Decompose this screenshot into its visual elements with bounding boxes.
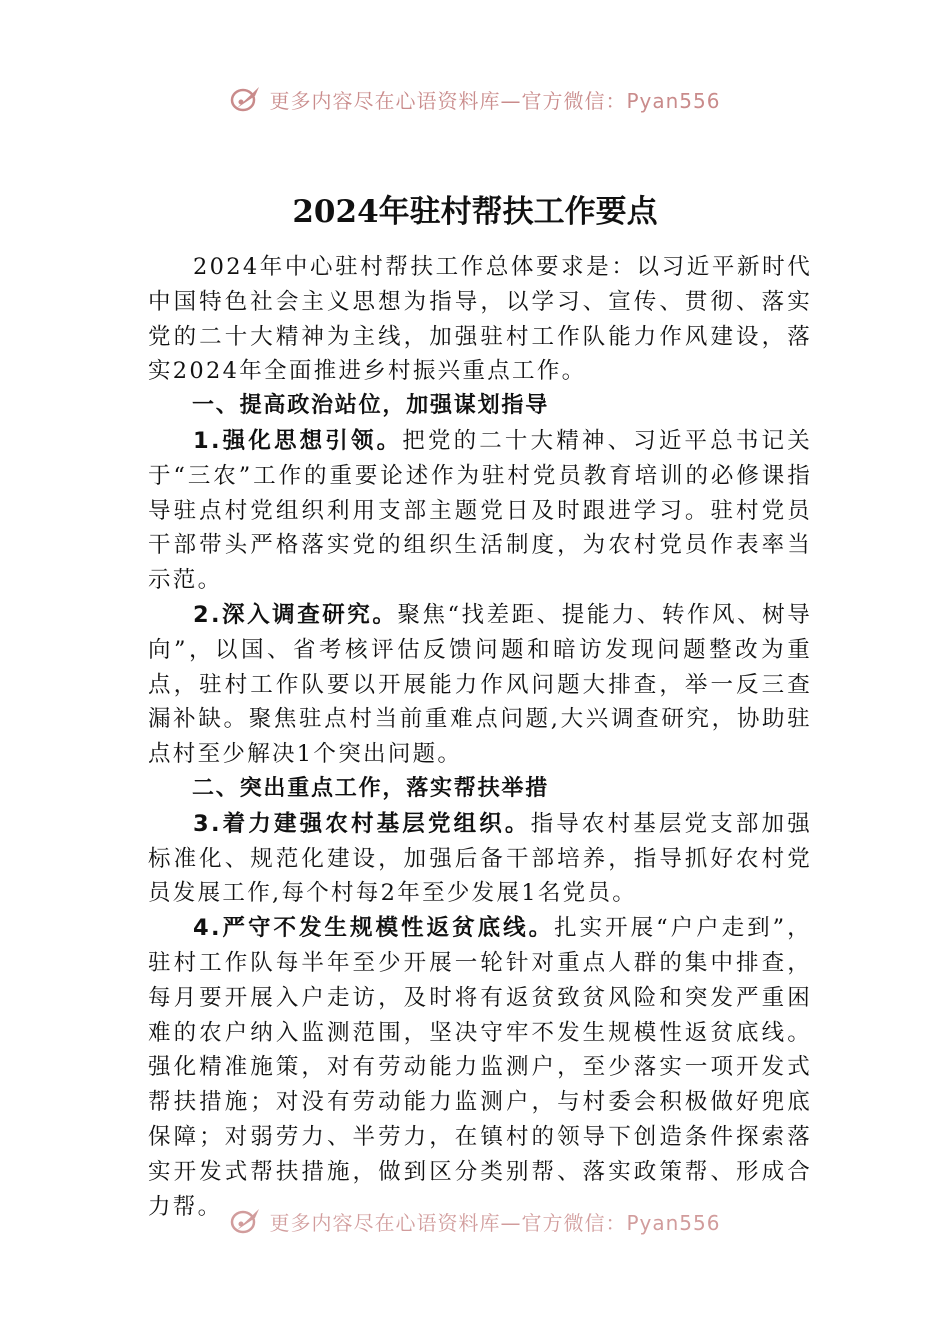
item-2-lead: 2.深入调查研究。 xyxy=(193,601,398,628)
item-4-paragraph xyxy=(148,911,812,1224)
watermark-header xyxy=(0,84,950,114)
document-title: 2024年驻村帮扶工作要点 xyxy=(292,194,658,230)
pen-quill-logo-icon xyxy=(229,84,263,114)
pen-quill-logo-icon xyxy=(229,1206,263,1236)
item-3-lead: 3.着力建强农村基层党组织。 xyxy=(193,810,531,837)
item-1-paragraph xyxy=(148,424,812,598)
item-2-body: 聚焦“找差距、提能力、转作风、树导向”，以国、省考核评估反馈问题和暗访发现问题整改为重点，驻村工作队要以开展能力作风问题大排查，举一反三查漏补缺。聚焦驻点村当前重难点问题,大兴调查研究，协助驻点村至少解决1个突出问题。 xyxy=(148,601,812,768)
item-1-body: 把党的二十大精神、习近平总书记关于“三农”工作的重要论述作为驻村党员教育培训的必修课指导驻点村党组织利用支部主题党日及时跟进学习。驻村党员干部带头严格落实党的组织生活制度，为农村党员作表率当示范。 xyxy=(148,427,812,594)
watermark-text: 更多内容尽在心语资料库—官方微信：Pyan556 xyxy=(269,88,721,113)
item-3-body: 指导农村基层党支部加强标准化、规范化建设，加强后备干部培养，指导抓好农村党员发展工作,每个村每2年至少发展1名党员。 xyxy=(148,810,812,907)
watermark-text: 更多内容尽在心语资料库—官方微信：Pyan556 xyxy=(269,1210,721,1235)
item-4-body: 扎实开展“户户走到”，驻村工作队每半年至少开展一轮针对重点人群的集中排查，每月要开展入户走访，及时将有返贫致贫风险和突发严重困难的农户纳入监测范围，坚决守牢不发生规模性返贫底线。强化精准施策，对有劳动能力监测户，至少落实一项开发式帮扶措施；对没有劳动能力监测户，与村委会积极做好兜底保障；对弱劳力、半劳力，在镇村的领导下创造条件探索落实开发式帮扶措施，做到区分类别帮、落实政策帮、形成合力帮。 xyxy=(148,915,812,1220)
document-body xyxy=(148,250,812,1224)
item-2-paragraph xyxy=(148,598,812,772)
section-heading-2: 二、突出重点工作，落实帮扶举措 xyxy=(192,775,550,801)
item-3-paragraph xyxy=(148,807,812,911)
intro-paragraph: 2024年中心驻村帮扶工作总体要求是：以习近平新时代中国特色社会主义思想为指导，以学习、宣传、贯彻、落实党的二十大精神为主线，加强驻村工作队能力作风建设，落实2024年全面推进乡村振兴重点工作。 xyxy=(148,254,812,385)
item-4-lead: 4.严守不发生规模性返贫底线。 xyxy=(193,915,555,942)
watermark-footer xyxy=(0,1206,950,1236)
section-heading-1: 一、提高政治站位，加强谋划指导 xyxy=(192,393,550,419)
item-1-lead: 1.强化思想引领。 xyxy=(193,427,403,454)
